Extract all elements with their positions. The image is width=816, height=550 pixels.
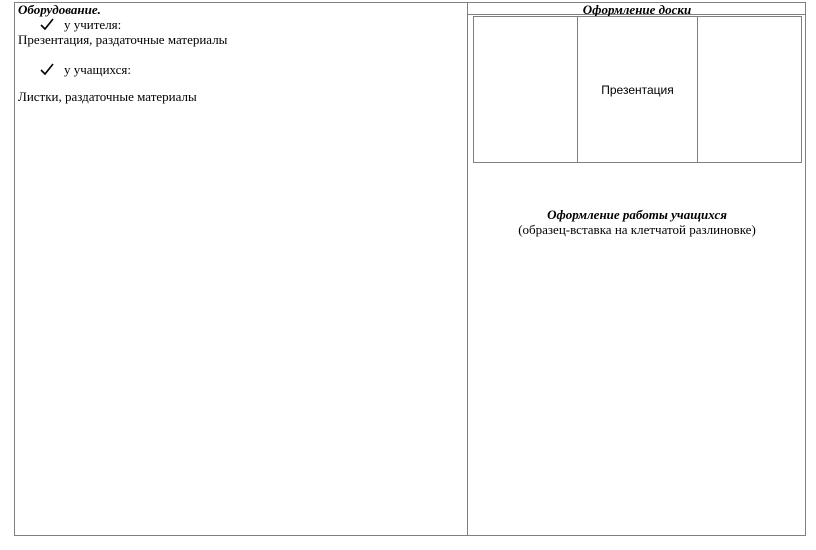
students-items: Листки, раздаточные материалы xyxy=(18,89,197,104)
student-work-title: Оформление работы учащихся xyxy=(547,207,727,222)
checkmark-icon xyxy=(40,63,54,76)
board-center-label: Презентация xyxy=(601,82,674,97)
teacher-bullet xyxy=(40,17,463,32)
equipment-column xyxy=(18,3,463,104)
board-title: Оформление доски xyxy=(468,3,806,15)
student-work-subtitle: (образец-вставка на клетчатой разлиновке) xyxy=(518,222,756,237)
board-diagram xyxy=(473,16,802,163)
board-panel-left xyxy=(474,17,578,162)
board-column xyxy=(468,3,806,535)
lesson-plan-table xyxy=(14,2,806,536)
board-panel-center xyxy=(578,17,698,162)
teacher-label: у учителя: xyxy=(64,17,122,32)
checkmark-icon xyxy=(40,18,54,31)
board-panel-right xyxy=(698,17,801,162)
teacher-items: Презентация, раздаточные материалы xyxy=(18,32,228,47)
equipment-title: Оборудование. xyxy=(18,2,101,17)
students-bullet xyxy=(40,62,463,77)
students-label: у учащихся: xyxy=(64,62,132,77)
